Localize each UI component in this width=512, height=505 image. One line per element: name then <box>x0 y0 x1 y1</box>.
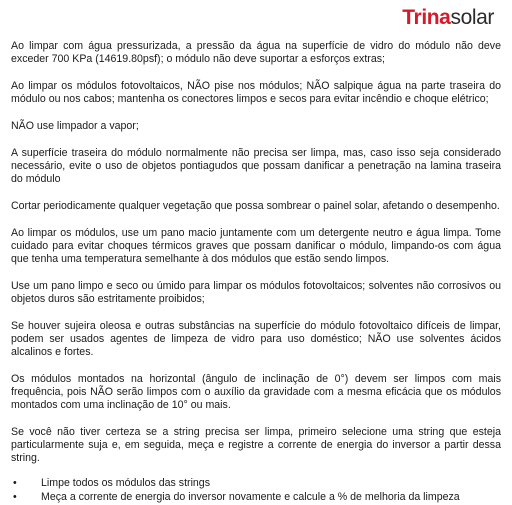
bullet-icon: • <box>13 491 17 503</box>
paragraph-do-not-step: Ao limpar os módulos fotovoltaicos, NÃO pise nos módulos; NÃO salpique água na parte traseira do módulo ou nos cabos; mantenha os conectores limpos e secos para evitar incêndio e choque elétrico; <box>11 80 501 105</box>
paragraph-rear-surface: A superfície traseira do módulo normalmente não precisa ser limpa, mas, caso isso seja considerado necessário, evite o uso de objetos pontiagudos que possam danificar a penetração na lamina traseira do módulo <box>11 147 501 185</box>
trinasolar-logo <box>402 6 494 30</box>
bullet-list <box>11 477 501 504</box>
bullet-icon: • <box>13 477 17 489</box>
paragraph-pressurized-water: Ao limpar com água pressurizada, a pressão da água na superfície de vidro do módulo não deve exceder 700 KPa (14619.80psf); o módulo não deve suportar a esforços extras; <box>11 40 501 65</box>
paragraph-clean-dry-cloth: Use um pano limpo e seco ou úmido para limpar os módulos fotovoltaicos; solventes não corrosivos ou objetos duros são estritamente proibidos; <box>11 280 501 305</box>
paragraph-oily-dirt: Se houver sujeira oleosa e outras substâncias na superfície do módulo fotovoltaico difíceis de limpar, podem ser usados agentes de limpeza de vidro para uso doméstico; NÃO use solventes ácidos alcalinos e fortes. <box>11 320 501 358</box>
logo-solar-text: solar <box>450 6 494 29</box>
list-item <box>11 491 501 504</box>
paragraph-horizontal-modules: Os módulos montados na horizontal (ângulo de inclinação de 0°) devem ser limpos com mais frequência, pois NÃO serão limpos com o auxílio da gravidade com a mesma eficácia que os módulos montados com uma inclinação de 10° ou mais. <box>11 373 501 411</box>
paragraph-soft-cloth: Ao limpar os módulos, use um pano macio juntamente com um detergente neutro e água limpa. Tome cuidado para evitar choques térmicos graves que possam danificar o módulo, limpando-os com água que tenha uma temperatura semelhante à dos módulos que estão sendo limpos. <box>11 227 501 265</box>
document-body <box>11 40 501 505</box>
list-item-text: Meça a corrente de energia do inversor novamente e calcule a % de melhoria da limpeza <box>41 491 460 503</box>
paragraph-no-steam-cleaner: NÃO use limpador a vapor; <box>11 120 139 132</box>
logo-trina-text: Trina <box>402 6 451 29</box>
paragraph-cut-vegetation: Cortar periodicamente qualquer vegetação que possa sombrear o painel solar, afetando o desempenho. <box>11 200 500 212</box>
paragraph-string-cleaning: Se você não tiver certeza se a string precisa ser limpa, primeiro selecione uma string que esteja particularmente suja e, em seguida, meça e registre a corrente de energia do inversor a partir dessa string. <box>11 426 501 464</box>
list-item-text: Limpe todos os módulos das strings <box>41 477 210 489</box>
